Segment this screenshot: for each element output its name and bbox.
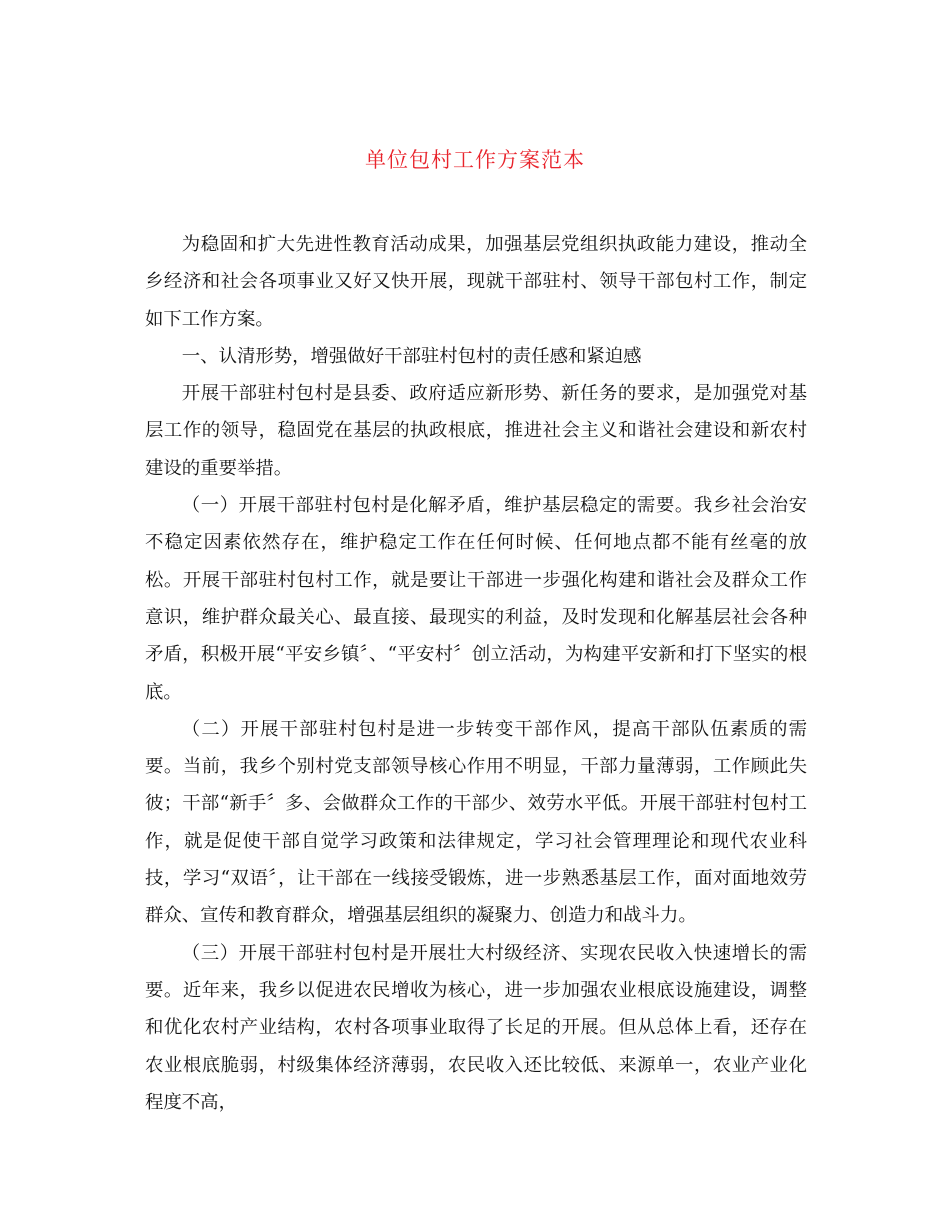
section-heading-1: 一、认清形势，增强做好干部驻村包村的责任感和紧迫感 [181,345,642,367]
document-title: 单位包村工作方案范本 [365,148,585,172]
paragraph-item-1: （一）开展干部驻村包村是化解矛盾，维护基层稳定的需要。我乡社会治安不稳定因素依然存在，维护稳定工作在任何时候、任何地点都不能有丝毫的放松。开展干部驻村包村工作，就是要让干部进一步强化构建和谐社会及群众工作意识，维护群众最关心、最直接、最现实的利益，及时发现和化解基层社会各种矛盾，积极开展“平安乡镇〞、“平安村〞创立活动，为构建平安新和打下坚实的根底。 [145,495,807,703]
paragraph-intro: 为稳固和扩大先进性教育活动成果，加强基层党组织执政能力建设，推动全乡经济和社会各项事业又好又快开展，现就干部驻村、领导干部包村工作，制定如下工作方案。 [145,234,807,330]
paragraph-item-2: （二）开展干部驻村包村是进一步转变干部作风，提高干部队伍素质的需要。当前，我乡个别村党支部领导核心作用不明显，干部力量薄弱，工作顾此失彼；干部“新手〞多、会做群众工作的干部少、效劳水平低。开展干部驻村包村工作，就是促使干部自觉学习政策和法律规定，学习社会管理理论和现代农业科技，学习“双语〞，让干部在一线接受锻炼，进一步熟悉基层工作，面对面地效劳群众、宣传和教育群众，增强基层组织的凝聚力、创造力和战斗力。 [145,718,807,927]
paragraph-1: 开展干部驻村包村是县委、政府适应新形势、新任务的要求，是加强党对基层工作的领导，稳固党在基层的执政根底，推进社会主义和谐社会建设和新农村建设的重要举措。 [145,383,807,479]
document-body [145,226,807,1121]
paragraph-item-3: （三）开展干部驻村包村是开展壮大村级经济、实现农民收入快速增长的需要。近年来，我乡以促进农民增收为核心，进一步加强农业根底设施建设，调整和优化农村产业结构，农村各项事业取得了长足的开展。但从总体上看，还存在农业根底脆弱，村级集体经济薄弱，农民收入还比较低、来源单一，农业产业化程度不高， [145,942,807,1113]
